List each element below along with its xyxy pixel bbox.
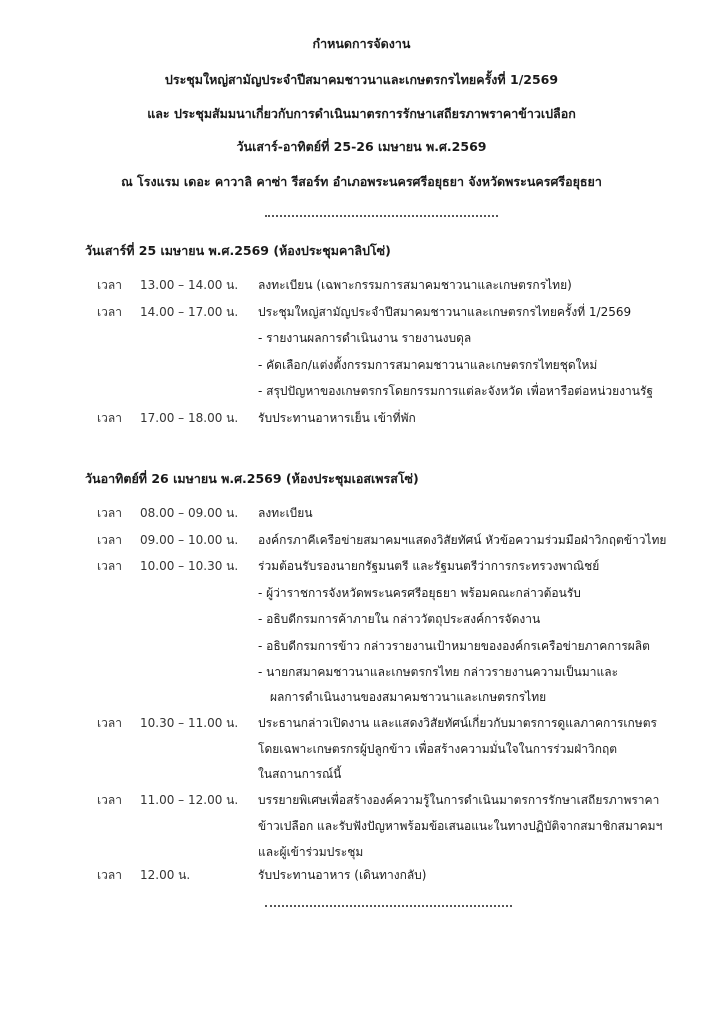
schedule-subitem bbox=[0, 663, 723, 683]
schedule-row bbox=[0, 276, 723, 296]
activity: - อธิบดีกรมการข้าว กล่าวรายงานเป้าหมายขององค์กรเครือข่ายภาคการผลิต bbox=[258, 639, 650, 653]
activity: รับประทานอาหาร (เดินทางกลับ) bbox=[258, 868, 427, 882]
activity: - นายกสมาคมชาวนาและเกษตรกรไทย กล่าวรายงานความเป็นมาและ bbox=[258, 665, 619, 679]
time-range: 13.00 – 14.00 น. bbox=[140, 278, 239, 292]
title-line-1: ประชุมใหญ่สามัญประจำปีสมาคมชาวนาและเกษตรกรไทยครั้งที่ 1/2569 bbox=[164, 72, 559, 87]
activity: - รายงานผลการดำเนินงาน รายงานงบดุล bbox=[258, 331, 472, 345]
time-range: 10.30 – 11.00 น. bbox=[140, 716, 239, 730]
time-range: 10.00 – 10.30 น. bbox=[140, 559, 239, 573]
activity: บรรยายพิเศษเพื่อสร้างองค์ความรู้ในการดำเนินมาตรการรักษาเสถียรภาพราคา bbox=[258, 793, 660, 807]
schedule-subitem bbox=[0, 765, 723, 785]
time-range: 09.00 – 10.00 น. bbox=[140, 533, 239, 547]
activity: องค์กรภาคีเครือข่ายสมาคมฯแสดงวิสัยทัศน์ หัวข้อความร่วมมือฝ่าวิกฤตข้าวไทย bbox=[258, 533, 667, 547]
time-label: เวลา bbox=[97, 716, 122, 730]
time-range: 14.00 – 17.00 น. bbox=[140, 305, 239, 319]
activity: ประธานกล่าวเปิดงาน และแสดงวิสัยทัศน์เกี่ยวกับมาตรการดูแลภาคการเกษตร bbox=[258, 716, 657, 730]
activity: ผลการดำเนินงานของสมาคมชาวนาและเกษตรกรไทย bbox=[270, 690, 547, 704]
schedule-row bbox=[0, 504, 723, 524]
activity: ร่วมต้อนรับรองนายกรัฐมนตรี และรัฐมนตรีว่าการกระทรวงพาณิชย์ bbox=[258, 559, 600, 573]
schedule-subitem bbox=[0, 382, 723, 402]
schedule-subitem bbox=[0, 740, 723, 760]
schedule-subitem bbox=[0, 637, 723, 657]
schedule-row bbox=[0, 531, 723, 551]
time-label: เวลา bbox=[97, 868, 122, 882]
time-label: เวลา bbox=[97, 305, 122, 319]
schedule-row bbox=[0, 409, 723, 429]
schedule-subitem bbox=[0, 843, 723, 863]
schedule-row bbox=[0, 303, 723, 323]
time-range: 17.00 – 18.00 น. bbox=[140, 411, 239, 425]
activity: - ผู้ว่าราชการจังหวัดพระนครศรีอยุธยา พร้อมคณะกล่าวต้อนรับ bbox=[258, 586, 581, 600]
title-line-2: และ ประชุมสัมมนาเกี่ยวกับการดำเนินมาตรการรักษาเสถียรภาพราคาข้าวเปลือก bbox=[147, 106, 576, 121]
time-range: 12.00 น. bbox=[140, 868, 191, 882]
activity: ลงทะเบียน bbox=[258, 506, 313, 520]
schedule-subitem bbox=[0, 817, 723, 837]
day1-heading: วันเสาร์ที่ 25 เมษายน พ.ศ.2569 (ห้องประชุมคาลิปโซ่) bbox=[85, 243, 391, 258]
activity: - อธิบดีกรมการค้าภายใน กล่าววัตถุประสงค์การจัดงาน bbox=[258, 612, 541, 626]
schedule-subitem bbox=[0, 329, 723, 349]
time-label: เวลา bbox=[97, 506, 122, 520]
activity: - คัดเลือก/แต่งตั้งกรรมการสมาคมชาวนาและเกษตรกรไทยชุดใหม่ bbox=[258, 358, 598, 372]
schedule-row bbox=[0, 557, 723, 577]
time-label: เวลา bbox=[97, 278, 122, 292]
time-label: เวลา bbox=[97, 793, 122, 807]
activity: - สรุปปัญหาของเกษตรกรโดยกรรมการแต่ละจังหวัด เพื่อหารือต่อหน่วยงานรัฐ bbox=[258, 384, 654, 398]
activity: ประชุมใหญ่สามัญประจำปีสมาคมชาวนาและเกษตรกรไทยครั้งที่ 1/2569 bbox=[258, 305, 632, 319]
time-label: เวลา bbox=[97, 559, 122, 573]
top-dotted-divider bbox=[265, 215, 498, 217]
activity: โดยเฉพาะเกษตรกรผู้ปลูกข้าว เพื่อสร้างความมั่นใจในการร่วมฝ่าวิกฤต bbox=[258, 742, 618, 756]
schedule-row bbox=[0, 714, 723, 734]
time-range: 11.00 – 12.00 น. bbox=[140, 793, 239, 807]
activity: ข้าวเปลือก และรับฟังปัญหาพร้อมข้อเสนอแนะในทางปฏิบัติจากสมาชิกสมาคมฯ bbox=[258, 819, 663, 833]
activity: ในสถานการณ์นี้ bbox=[258, 767, 342, 781]
day2-heading: วันอาทิตย์ที่ 26 เมษายน พ.ศ.2569 (ห้องประชุมเอสเพรสโซ่) bbox=[85, 471, 419, 486]
bottom-dotted-divider bbox=[265, 905, 512, 907]
activity: และผู้เข้าร่วมประชุม bbox=[258, 845, 364, 859]
schedule-subitem bbox=[0, 584, 723, 604]
time-range: 08.00 – 09.00 น. bbox=[140, 506, 239, 520]
event-dates: วันเสาร์-อาทิตย์ที่ 25-26 เมษายน พ.ศ.2569 bbox=[236, 139, 487, 154]
time-label: เวลา bbox=[97, 533, 122, 547]
schedule-subitem bbox=[0, 688, 723, 708]
schedule-subitem bbox=[0, 356, 723, 376]
document-title: กำหนดการจัดงาน bbox=[312, 36, 411, 51]
schedule-subitem bbox=[0, 610, 723, 630]
time-label: เวลา bbox=[97, 411, 122, 425]
schedule-row bbox=[0, 866, 723, 886]
schedule-row bbox=[0, 791, 723, 811]
activity: รับประทานอาหารเย็น เข้าที่พัก bbox=[258, 411, 416, 425]
event-venue: ณ โรงแรม เดอะ คาวาลิ คาซ่า รีสอร์ท อำเภอพระนครศรีอยุธยา จังหวัดพระนครศรีอยุธยา bbox=[121, 174, 602, 189]
activity: ลงทะเบียน (เฉพาะกรรมการสมาคมชาวนาและเกษตรกรไทย) bbox=[258, 278, 572, 292]
